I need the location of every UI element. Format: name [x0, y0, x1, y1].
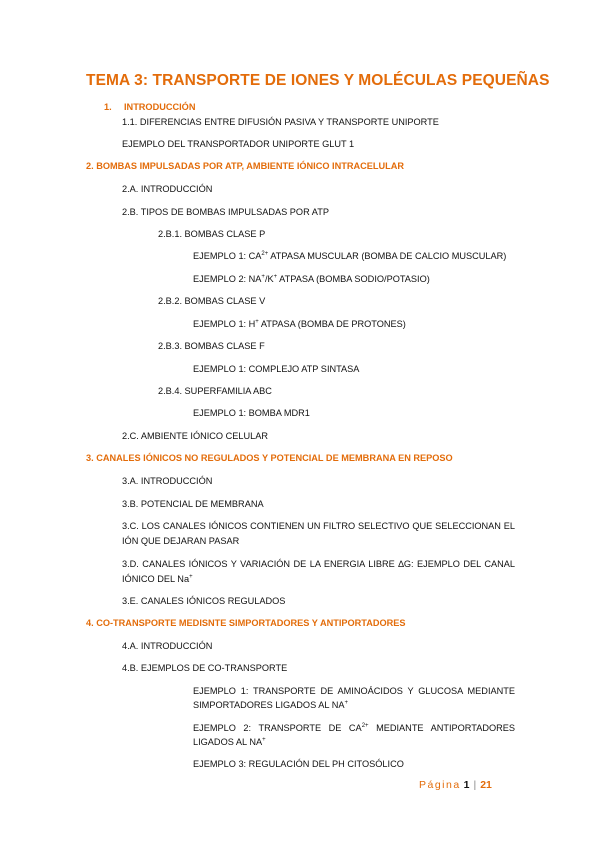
toc-2a: 2.A. INTRODUCCIÓN — [122, 184, 213, 194]
toc-3b: 3.B. POTENCIAL DE MEMBRANA — [122, 499, 264, 509]
toc-2b4: 2.B.4. SUPERFAMILIA ABC — [158, 386, 272, 396]
section-4-heading: 4. CO-TRANSPORTE MEDISNTE SIMPORTADORES Y ANTIPORTADORES — [86, 618, 406, 628]
toc-3d: 3.D. CANALES IÓNICOS Y VARIACIÓN DE LA ENERGIA LIBRE ∆G: EJEMPLO DEL CANAL IÓNICO DEL Na+ — [122, 559, 515, 584]
toc-4a: 4.A. INTRODUCCIÓN — [122, 641, 213, 651]
page-footer — [419, 779, 492, 791]
toc-4b: 4.B. EJEMPLOS DE CO-TRANSPORTE — [122, 663, 288, 673]
page-separator: | — [473, 779, 477, 791]
toc-2c: 2.C. AMBIENTE IÓNICO CELULAR — [122, 431, 269, 441]
page-title: TEMA 3: TRANSPORTE DE IONES Y MOLÉCULAS PEQUEÑAS — [86, 72, 550, 89]
section-1-number: 1. — [104, 102, 112, 112]
toc-2b: 2.B. TIPOS DE BOMBAS IMPULSADAS POR ATP — [122, 207, 329, 217]
toc-3e: 3.E. CANALES IÓNICOS REGULADOS — [122, 596, 286, 606]
toc-2b1-example-1: EJEMPLO 1: $CA^{2+}$ ATPASA MUSCULAR (BOMBA DE CALCIO MUSCULAR) — [193, 251, 507, 261]
page-label: Página — [419, 779, 461, 791]
toc-1-1: 1.1. DIFERENCIAS ENTRE DIFUSIÓN PASIVA Y TRANSPORTE UNIPORTE — [122, 117, 439, 127]
toc-2b1: 2.B.1. BOMBAS CLASE P — [158, 229, 266, 239]
toc-3c: 3.C. LOS CANALES IÓNICOS CONTIENEN UN FILTRO SELECTIVO QUE SELECCIONAN EL IÓN QUE DEJARAN PASAR — [122, 521, 515, 546]
toc-2b3: 2.B.3. BOMBAS CLASE F — [158, 341, 265, 351]
toc-1-example: EJEMPLO DEL TRANSPORTADOR UNIPORTE GLUT 1 — [122, 139, 355, 149]
section-1-title: INTRODUCCIÓN — [124, 102, 196, 112]
toc-3a: 3.A. INTRODUCCIÓN — [122, 476, 213, 486]
toc-2b2-example-1: EJEMPLO 1: H+ ATPASA (BOMBA DE PROTONES) — [193, 319, 406, 329]
section-1-heading — [104, 101, 195, 113]
section-2-heading: 2. BOMBAS IMPULSADAS POR ATP, AMBIENTE IÓNICO INTRACELULAR — [86, 161, 404, 171]
toc-2b2: 2.B.2. BOMBAS CLASE V — [158, 296, 266, 306]
toc-4b-example-2: EJEMPLO 2: TRANSPORTE DE $CA^{2+}$ MEDIANTE ANTIPORTADORES LIGADOS AL NA+ — [193, 723, 515, 747]
toc-4b-example-1: EJEMPLO 1: TRANSPORTE DE AMINOÁCIDOS Y GLUCOSA MEDIANTE SIMPORTADORES LIGADOS AL NA+ — [193, 686, 515, 710]
page-number: 1 — [463, 779, 470, 791]
toc-4b-example-3: EJEMPLO 3: REGULACIÓN DEL PH CITOSÓLICO — [193, 759, 404, 769]
toc-2b1-example-2: EJEMPLO 2: NA+/K+ ATPASA (BOMBA SODIO/POTASIO) — [193, 274, 430, 284]
page-total: 21 — [480, 779, 492, 791]
section-3-heading: 3. CANALES IÓNICOS NO REGULADOS Y POTENCIAL DE MEMBRANA EN REPOSO — [86, 453, 453, 463]
toc-2b4-example-1: EJEMPLO 1: BOMBA MDR1 — [193, 408, 310, 418]
toc-2b3-example-1: EJEMPLO 1: COMPLEJO ATP SINTASA — [193, 364, 360, 374]
